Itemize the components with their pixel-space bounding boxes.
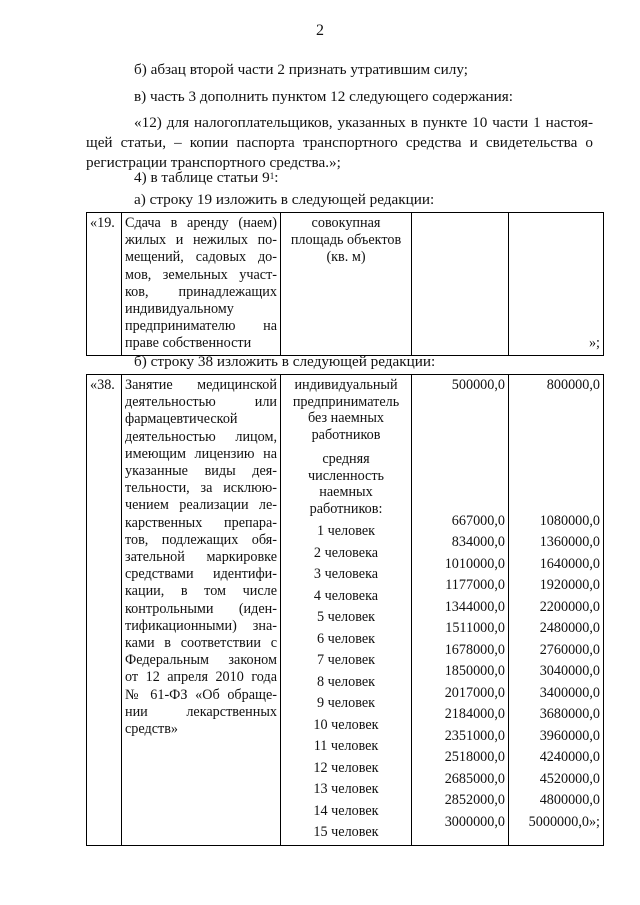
value1-cell: 834000,0 <box>451 534 505 550</box>
paragraph-12-line3: регистрации транспортного средства.»; <box>86 154 341 171</box>
row38-activity-line: № 61-ФЗ «Об обраще- <box>125 686 277 703</box>
employee-count-label: 4 человека <box>313 587 379 604</box>
row38-activity-line: кации, в том числе <box>125 583 277 600</box>
value1-cell: 1177000,0 <box>445 577 505 593</box>
row38-activity-line: Занятие медицинской <box>125 377 277 393</box>
value1-cell: 2351000,0 <box>444 727 505 744</box>
paragraph-b-abzac: б) абзац второй части 2 признать утратившим силу; <box>134 61 468 78</box>
value2-cell: 3400000,0 <box>539 684 600 701</box>
row38-unit-header-line: индивидуальный <box>294 377 398 393</box>
row38-value2-cell <box>509 375 604 846</box>
value1-cell: 2184000,0 <box>444 706 505 722</box>
paragraph-4-colon: : <box>274 169 279 186</box>
row38-avg-header-line: наемных <box>319 484 373 500</box>
value2-cell: 1080000,0 <box>539 512 600 529</box>
employee-count-label: 1 человек <box>316 523 376 539</box>
row19-activity-line: праве собственности <box>125 335 252 352</box>
row19-activity-line: ков, принадлежащих <box>125 283 277 300</box>
row38-number: «38. <box>90 377 115 393</box>
employee-count-label: 13 человек <box>313 781 379 797</box>
row19-unit-line: (кв. м) <box>326 249 366 266</box>
employee-count-label: 10 человек <box>313 716 379 733</box>
row38-activity-line: фармацевтической <box>125 411 238 428</box>
value2-cell: 4520000,0 <box>539 770 600 787</box>
row19-number: «19. <box>90 215 115 231</box>
value2-cell: 1920000,0 <box>539 577 600 593</box>
row19-activity-line: Сдача в аренду (наем) <box>125 215 277 231</box>
employee-count-label: 2 человека <box>313 544 379 561</box>
row38-activity-line: тельности, за исклюю- <box>125 480 277 497</box>
value2-cell: 3680000,0 <box>539 706 600 722</box>
row38-activity-line: Федеральным законом <box>125 652 277 669</box>
table-row-38 <box>86 374 604 846</box>
row38-activity-line: контрольными (иден- <box>125 600 277 617</box>
row38-value1-cell <box>412 375 509 846</box>
row38-number-cell <box>87 375 122 846</box>
employee-count-label: 11 человек <box>313 738 379 754</box>
value1-cell: 1850000,0 <box>444 663 505 679</box>
paragraph-4-superscript: 1 <box>269 171 275 181</box>
row38-activity-line: нии лекарственных <box>125 703 277 720</box>
value2-cell: 2760000,0 <box>539 641 600 658</box>
row19-activity-line: индивидуальному <box>125 301 234 318</box>
row19-unit-line: площадь объектов <box>290 232 402 249</box>
paragraph-12-line1: «12) для налогоплательщиков, указанных в пункте 10 части 1 настоя- <box>134 114 593 131</box>
value2-cell: 4240000,0 <box>539 749 600 765</box>
row38-unit-header-line: без наемных <box>307 410 385 426</box>
table-row-19 <box>86 212 604 356</box>
employee-count-label: 15 человек <box>313 824 379 840</box>
value1-cell: 1678000,0 <box>444 641 505 658</box>
value1-cell: 2518000,0 <box>444 749 505 765</box>
row19-number-cell <box>87 213 122 356</box>
row38-avg-header-line: численность <box>307 467 384 484</box>
employee-count-label: 7 человек <box>316 652 376 668</box>
value1-cell: 2017000,0 <box>444 684 505 701</box>
employee-count-label: 8 человек <box>316 673 376 690</box>
paragraph-v-chast3: в) часть 3 дополнить пунктом 12 следующего содержания: <box>134 88 513 105</box>
value2-cell: 3960000,0 <box>539 727 600 744</box>
row19-end-mark: »; <box>588 335 600 352</box>
row19-activity-cell <box>122 213 281 356</box>
value2-cell: 2480000,0 <box>539 620 600 636</box>
row38-activity-line: имеющим лицензию на <box>125 445 277 462</box>
value2-cell: 3040000,0 <box>539 663 600 679</box>
row19-value2-cell <box>509 213 604 356</box>
employee-count-label: 9 человек <box>316 695 376 711</box>
value1-cell: 3000000,0 <box>444 813 505 830</box>
row38-activity-line: деятельностью лицом, <box>125 428 277 445</box>
row19-activity-line: мещений, садовых до- <box>125 249 277 266</box>
value2-cell: 2200000,0 <box>539 598 600 615</box>
value2-cell: 5000000,0»; <box>528 813 600 830</box>
paragraph-b-row38: б) строку 38 изложить в следующей редакции: <box>134 353 436 370</box>
row19-unit-line: совокупная <box>311 215 381 231</box>
employee-count-label: 3 человека <box>313 566 379 582</box>
row19-activity-line: предпринимателю на <box>125 318 277 335</box>
value2-cell: 4800000,0 <box>539 792 600 808</box>
value1-cell: 1511000,0 <box>445 620 505 636</box>
row38-activity-line: от 12 апреля 2010 года <box>125 669 277 686</box>
row38-activity-cell <box>122 375 281 846</box>
row19-value1-cell <box>412 213 509 356</box>
row19-activity-line: жилых и нежилых по- <box>125 232 277 249</box>
row38-unit-header-line: предприниматель <box>292 393 400 410</box>
employee-count-label: 12 человек <box>313 759 379 776</box>
employee-count-label: 5 человек <box>316 609 376 625</box>
row38-activity-line: чением реализации ле- <box>125 497 277 514</box>
row38-activity-line: средствами идентифи- <box>125 566 277 583</box>
row38-unit-cell <box>281 375 412 846</box>
employee-count-label: 14 человек <box>313 802 379 819</box>
row38-base-value1: 500000,0 <box>451 377 505 393</box>
row38-activity-line: средств» <box>125 721 179 738</box>
row19-activity-line: мов, земельных участ- <box>125 266 277 283</box>
row38-avg-header-line: средняя <box>322 451 370 467</box>
page-number: 2 <box>316 22 324 39</box>
row38-base-value2: 800000,0 <box>546 377 600 393</box>
value1-cell: 1010000,0 <box>444 555 505 572</box>
row38-activity-line: деятельностью или <box>125 394 277 411</box>
row38-activity-line: тификационными) зна- <box>125 617 277 634</box>
row38-activity-line: зательной маркировке <box>125 549 277 566</box>
value1-cell: 1344000,0 <box>444 598 505 615</box>
row38-activity-line: тов, подлежащих обя- <box>125 531 277 548</box>
paragraph-12-line2: щей статьи, – копии паспорта транспортного средства и свидетельства о <box>86 134 593 151</box>
value2-cell: 1640000,0 <box>539 555 600 572</box>
row38-activity-line: указанные виды дея- <box>125 463 277 480</box>
value2-cell: 1360000,0 <box>539 534 600 550</box>
paragraph-4-table <box>134 168 278 188</box>
paragraph-a-row19: а) строку 19 изложить в следующей редакции: <box>134 191 435 208</box>
value1-cell: 667000,0 <box>451 512 505 529</box>
value1-cell: 2852000,0 <box>444 792 505 808</box>
row19-unit-cell <box>281 213 412 356</box>
row38-activity-line: карственных препара- <box>125 514 277 531</box>
row38-activity-line: ками в соответствии с <box>125 635 277 652</box>
employee-count-label: 6 человек <box>316 630 376 647</box>
value1-cell: 2685000,0 <box>444 770 505 787</box>
row38-unit-header-line: работников <box>311 426 381 443</box>
row38-avg-header-line: работников: <box>309 500 383 517</box>
paragraph-4-text: 4) в таблице статьи 9 <box>134 169 270 186</box>
